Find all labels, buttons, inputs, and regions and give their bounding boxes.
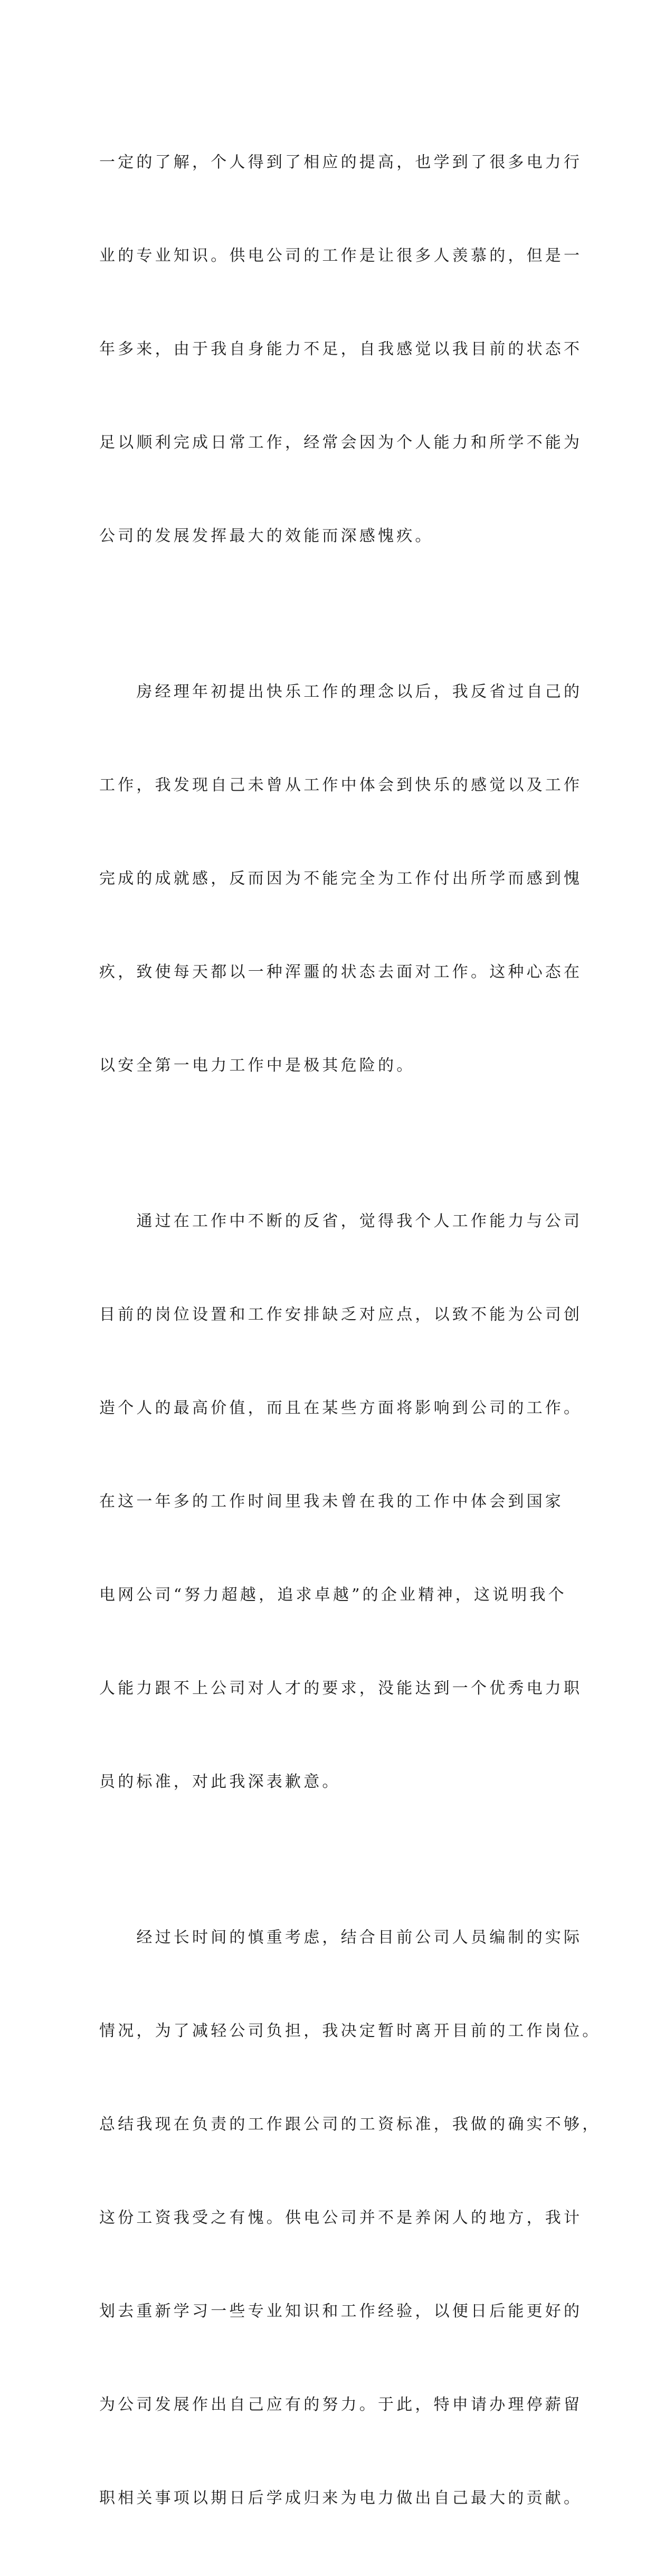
text-line: 房经理年初提出快乐工作的理念以后，我反省过自己的 [99, 683, 583, 701]
text-line: 员的标准，对此我深表歉意。 [99, 1773, 341, 1791]
text-line: 完成的成就感，反而因为不能完全为工作付出所学而感到愧 [99, 869, 583, 888]
text-line: 目前的岗位设置和工作安排缺乏对应点，以致不能为公司创 [99, 1305, 583, 1324]
paragraph-3 [99, 1143, 583, 1860]
text-line: 工作，我发现自己未曾从工作中体会到快乐的感觉以及工作 [99, 776, 583, 794]
paragraph-2 [99, 614, 583, 1143]
text-line: 以安全第一电力工作中是极其危险的。 [99, 1056, 415, 1075]
text-line: 这份工资我受之有愧。供电公司并不是养闲人的地方，我计 [99, 2209, 583, 2227]
text-line: 为公司发展作出自己应有的努力。于此，特申请办理停薪留 [99, 2395, 583, 2414]
text-line: 总结我现在负责的工作跟公司的工资标准，我做的确实不够， [99, 2115, 601, 2134]
text-line: 经过长时间的慎重考虑，结合目前公司人员编制的实际 [99, 1928, 583, 1947]
text-line: 通过在工作中不断的反省，觉得我个人工作能力与公司 [99, 1212, 583, 1230]
text-line: 年多来，由于我自身能力不足，自我感觉以我目前的状态不 [99, 340, 583, 358]
text-line: 业的专业知识。供电公司的工作是让很多人羡慕的，但是一 [99, 247, 583, 265]
text-line: 疚，致使每天都以一种浑噩的状态去面对工作。这种心态在 [99, 963, 583, 981]
text-line: 一定的了解，个人得到了相应的提高，也学到了很多电力行 [99, 153, 583, 172]
text-line: 电网公司“努力超越，追求卓越”的企业精神，这说明我个 [99, 1586, 567, 1604]
text-line: 人能力跟不上公司对人才的要求，没能达到一个优秀电力职 [99, 1679, 583, 1698]
text-line: 情况，为了减轻公司负担，我决定暂时离开目前的工作岗位。 [99, 2022, 601, 2040]
text-line: 在这一年多的工作时间里我未曾在我的工作中体会到国家 [99, 1492, 564, 1511]
text-line: 职相关事项以期日后学成归来为电力做出自己最大的贡献。 [99, 2489, 583, 2507]
text-line: 划去重新学习一些专业知识和工作经验，以便日后能更好的 [99, 2302, 583, 2321]
paragraph-4 [99, 1860, 601, 2576]
paragraph-1 [99, 84, 583, 614]
text-line: 公司的发展发挥最大的效能而深感愧疚。 [99, 527, 434, 545]
body-text [99, 84, 601, 2576]
text-line: 造个人的最高价值，而且在某些方面将影响到公司的工作。 [99, 1399, 583, 1417]
text-line: 足以顺利完成日常工作，经常会因为个人能力和所学不能为 [99, 433, 583, 452]
